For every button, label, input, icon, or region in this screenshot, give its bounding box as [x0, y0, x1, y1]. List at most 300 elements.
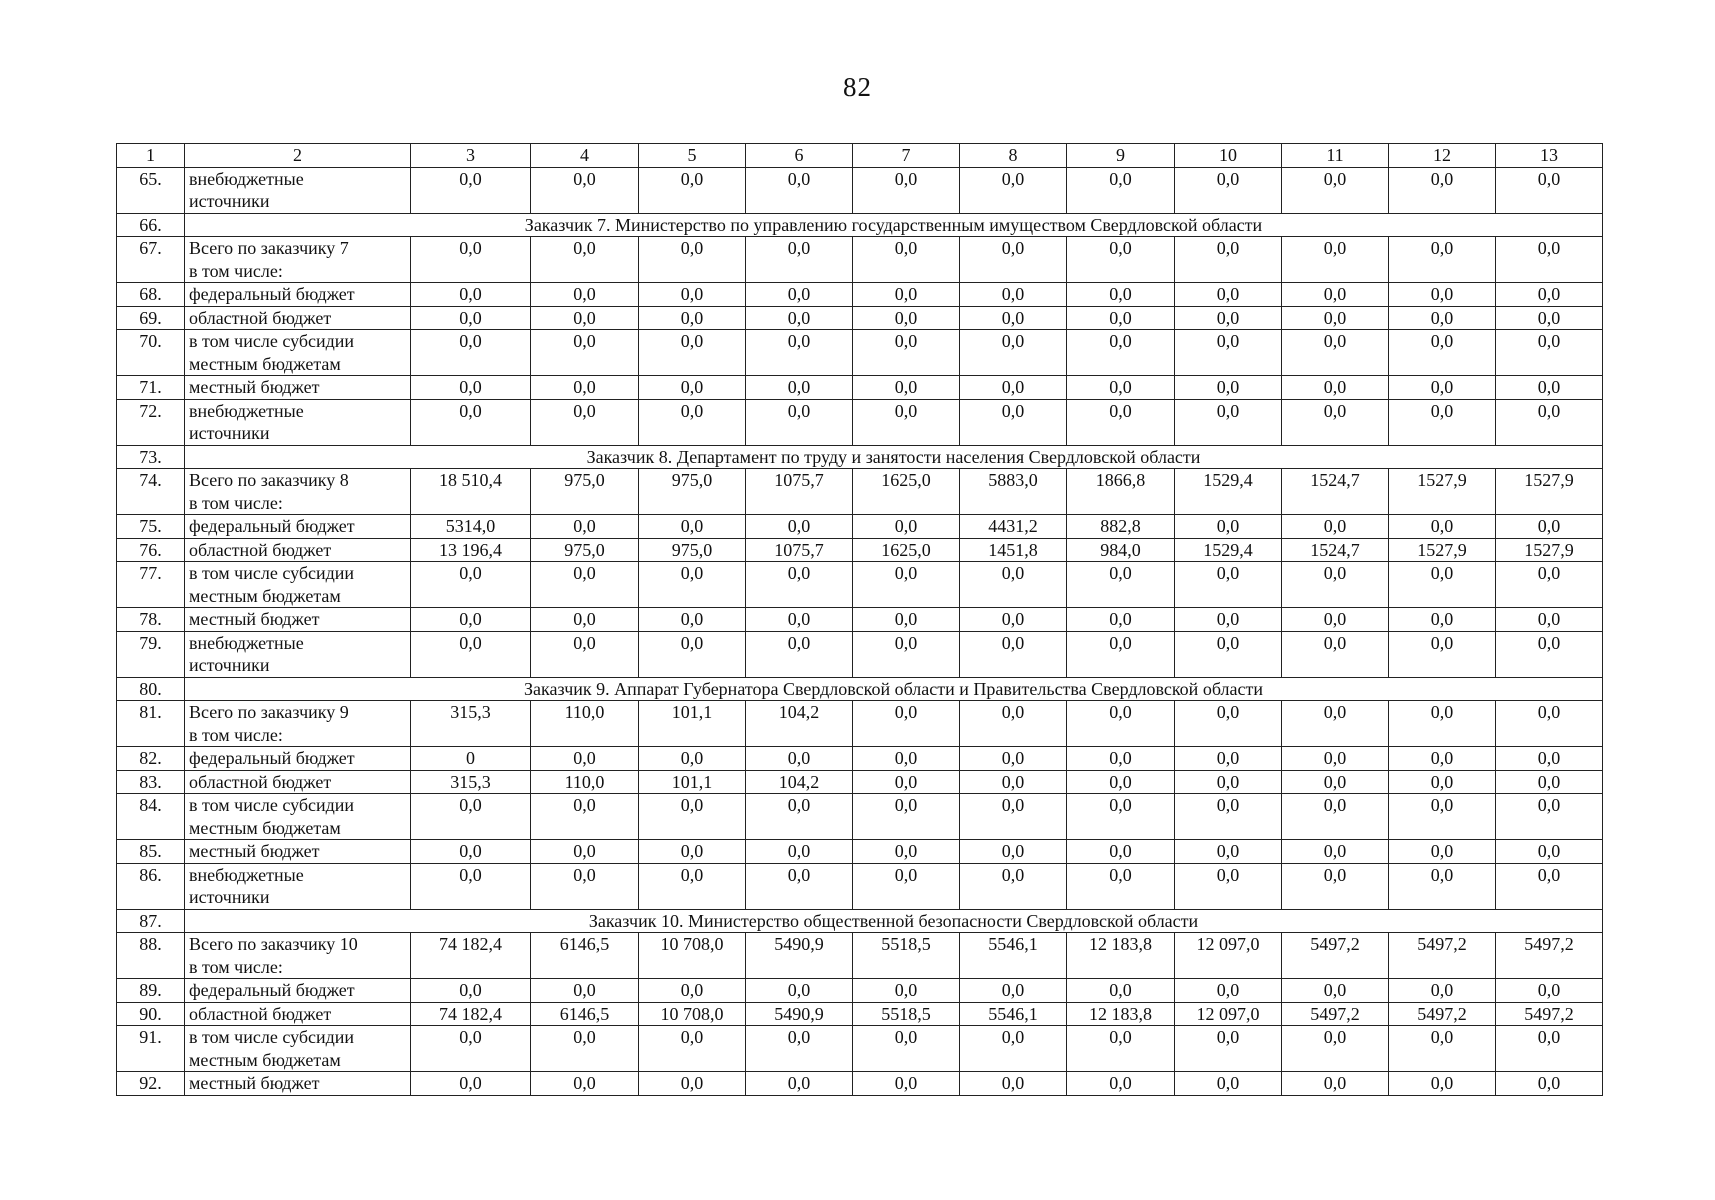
- value-cell: 0,0: [960, 701, 1067, 747]
- value-cell: 0,0: [1389, 979, 1496, 1003]
- row-number-cell: 70.: [117, 330, 185, 376]
- value-cell: 0,0: [1175, 631, 1282, 677]
- value-cell: 0,0: [1496, 283, 1603, 307]
- row-number-cell: 73.: [117, 445, 185, 469]
- value-cell: 0,0: [1067, 631, 1175, 677]
- table-row: [117, 794, 1603, 840]
- value-cell: 0,0: [1389, 562, 1496, 608]
- value-cell: 0,0: [531, 631, 639, 677]
- value-cell: 0,0: [1282, 701, 1389, 747]
- value-cell: 0,0: [853, 701, 960, 747]
- value-cell: 0,0: [1389, 840, 1496, 864]
- value-cell: 0,0: [531, 306, 639, 330]
- row-label-line: областной бюджет: [189, 307, 332, 328]
- value-cell: 5497,2: [1389, 1002, 1496, 1026]
- value-cell: 0,0: [1282, 631, 1389, 677]
- value-cell: 0,0: [1496, 237, 1603, 283]
- row-label-cell: [185, 538, 411, 562]
- value-cell: 0,0: [1389, 283, 1496, 307]
- value-cell: 0,0: [1282, 399, 1389, 445]
- value-cell: 0,0: [411, 283, 531, 307]
- value-cell: 0,0: [1282, 1026, 1389, 1072]
- row-label-cell: [185, 237, 411, 283]
- value-cell: 1075,7: [746, 538, 853, 562]
- row-label-line: в том числе субсидии: [189, 563, 355, 583]
- value-cell: 5546,1: [960, 1002, 1067, 1026]
- row-label-line: в том числе субсидии: [189, 1027, 355, 1047]
- value-cell: 0,0: [853, 399, 960, 445]
- value-cell: 0,0: [1067, 979, 1175, 1003]
- value-cell: 0,0: [639, 608, 746, 632]
- value-cell: 0,0: [1067, 794, 1175, 840]
- value-cell: 0,0: [853, 167, 960, 213]
- value-cell: 0,0: [960, 376, 1067, 400]
- value-cell: 0,0: [853, 747, 960, 771]
- value-cell: 0,0: [639, 237, 746, 283]
- value-cell: 0,0: [746, 1072, 853, 1096]
- value-cell: 882,8: [1067, 515, 1175, 539]
- value-cell: 0,0: [1067, 701, 1175, 747]
- value-cell: 110,0: [531, 770, 639, 794]
- value-cell: 0,0: [1175, 330, 1282, 376]
- value-cell: 1625,0: [853, 538, 960, 562]
- row-label-cell: [185, 701, 411, 747]
- section-header-row: [117, 213, 1603, 237]
- column-number-cell: 7: [853, 144, 960, 168]
- value-cell: 0,0: [960, 1072, 1067, 1096]
- value-cell: 0,0: [853, 1026, 960, 1072]
- value-cell: 0,0: [1175, 515, 1282, 539]
- value-cell: 0,0: [746, 608, 853, 632]
- value-cell: 0,0: [1067, 608, 1175, 632]
- value-cell: 0,0: [1496, 399, 1603, 445]
- row-label-cell: [185, 747, 411, 771]
- value-cell: 0,0: [1496, 330, 1603, 376]
- value-cell: 0,0: [746, 979, 853, 1003]
- value-cell: 0,0: [853, 376, 960, 400]
- row-number-cell: 87.: [117, 909, 185, 933]
- row-number-cell: 92.: [117, 1072, 185, 1096]
- value-cell: 0,0: [1175, 770, 1282, 794]
- value-cell: 0,0: [853, 631, 960, 677]
- value-cell: 0,0: [1175, 1026, 1282, 1072]
- value-cell: 0,0: [960, 306, 1067, 330]
- value-cell: 5314,0: [411, 515, 531, 539]
- row-label-line: внебюджетные: [189, 168, 304, 189]
- section-header-row: [117, 909, 1603, 933]
- table-row: [117, 237, 1603, 283]
- value-cell: 0,0: [639, 631, 746, 677]
- table-row: [117, 933, 1603, 979]
- value-cell: 1625,0: [853, 469, 960, 515]
- value-cell: 5497,2: [1389, 933, 1496, 979]
- column-number-cell: 10: [1175, 144, 1282, 168]
- value-cell: 0,0: [1175, 747, 1282, 771]
- value-cell: 0,0: [531, 562, 639, 608]
- row-label-line: федеральный бюджет: [189, 284, 355, 304]
- value-cell: 0,0: [1067, 1072, 1175, 1096]
- value-cell: 0,0: [1067, 863, 1175, 909]
- value-cell: 0,0: [639, 399, 746, 445]
- value-cell: 0,0: [1389, 747, 1496, 771]
- value-cell: 0,0: [531, 840, 639, 864]
- value-cell: 0,0: [746, 376, 853, 400]
- column-number-row: [117, 144, 1603, 168]
- value-cell: 0,0: [1389, 1072, 1496, 1096]
- value-cell: 0,0: [531, 1072, 639, 1096]
- value-cell: 0,0: [411, 237, 531, 283]
- value-cell: 0,0: [746, 863, 853, 909]
- value-cell: 0,0: [1496, 701, 1603, 747]
- budget-table: [116, 143, 1603, 1096]
- value-cell: 0,0: [853, 330, 960, 376]
- value-cell: 0,0: [1282, 794, 1389, 840]
- row-label-line: федеральный бюджет: [189, 516, 355, 536]
- row-label-line: местным бюджетам: [189, 585, 341, 606]
- row-number-cell: 80.: [117, 677, 185, 701]
- value-cell: 0,0: [639, 167, 746, 213]
- value-cell: 0,0: [1389, 701, 1496, 747]
- value-cell: 0,0: [1282, 770, 1389, 794]
- value-cell: 0,0: [531, 167, 639, 213]
- value-cell: 18 510,4: [411, 469, 531, 515]
- row-label-line: в том числе:: [189, 260, 283, 281]
- value-cell: 1527,9: [1389, 538, 1496, 562]
- column-number-cell: 12: [1389, 144, 1496, 168]
- value-cell: 0,0: [853, 608, 960, 632]
- value-cell: 0,0: [531, 863, 639, 909]
- value-cell: 5490,9: [746, 1002, 853, 1026]
- value-cell: 0,0: [1389, 306, 1496, 330]
- value-cell: 0,0: [639, 1026, 746, 1072]
- value-cell: 0,0: [1496, 376, 1603, 400]
- value-cell: 0,0: [1282, 608, 1389, 632]
- value-cell: 0,0: [639, 794, 746, 840]
- row-number-cell: 84.: [117, 794, 185, 840]
- value-cell: 0,0: [639, 1072, 746, 1096]
- row-number-cell: 66.: [117, 213, 185, 237]
- page-number: 82: [843, 72, 872, 102]
- value-cell: 0,0: [1496, 770, 1603, 794]
- value-cell: 5546,1: [960, 933, 1067, 979]
- value-cell: 0,0: [1496, 794, 1603, 840]
- column-number-cell: 9: [1067, 144, 1175, 168]
- value-cell: 0,0: [411, 863, 531, 909]
- value-cell: 1866,8: [1067, 469, 1175, 515]
- value-cell: 0,0: [1067, 283, 1175, 307]
- section-header-row: [117, 445, 1603, 469]
- value-cell: 1529,4: [1175, 469, 1282, 515]
- value-cell: 0,0: [1282, 979, 1389, 1003]
- value-cell: 0,0: [411, 608, 531, 632]
- value-cell: 104,2: [746, 770, 853, 794]
- row-label-line: источники: [189, 191, 270, 211]
- value-cell: 10 708,0: [639, 1002, 746, 1026]
- row-label-line: в том числе субсидии: [189, 795, 355, 815]
- row-number-cell: 75.: [117, 515, 185, 539]
- value-cell: 0,0: [1496, 1072, 1603, 1096]
- value-cell: 5497,2: [1496, 1002, 1603, 1026]
- row-label-cell: [185, 167, 411, 213]
- value-cell: 0,0: [639, 515, 746, 539]
- table-body: [117, 144, 1603, 1096]
- table-row: [117, 515, 1603, 539]
- value-cell: 12 097,0: [1175, 933, 1282, 979]
- value-cell: 0,0: [1067, 770, 1175, 794]
- value-cell: 0,0: [853, 515, 960, 539]
- value-cell: 0,0: [746, 167, 853, 213]
- row-label-line: местный бюджет: [189, 841, 320, 861]
- value-cell: 0,0: [960, 631, 1067, 677]
- row-label-line: местным бюджетам: [189, 353, 341, 374]
- value-cell: 0,0: [1175, 399, 1282, 445]
- value-cell: 0,0: [746, 330, 853, 376]
- row-label-line: в том числе:: [189, 492, 283, 513]
- row-number-cell: 91.: [117, 1026, 185, 1072]
- value-cell: 315,3: [411, 770, 531, 794]
- value-cell: 104,2: [746, 701, 853, 747]
- row-label-line: внебюджетные: [189, 632, 304, 653]
- value-cell: 0,0: [1389, 399, 1496, 445]
- value-cell: 0,0: [960, 770, 1067, 794]
- column-number-cell: 5: [639, 144, 746, 168]
- row-label-cell: [185, 306, 411, 330]
- column-number-cell: 4: [531, 144, 639, 168]
- value-cell: 0,0: [960, 863, 1067, 909]
- value-cell: 0,0: [746, 840, 853, 864]
- value-cell: 1527,9: [1389, 469, 1496, 515]
- table-row: [117, 701, 1603, 747]
- section-title-cell: Заказчик 10. Министерство общественной безопасности Свердловской области: [185, 909, 1603, 933]
- value-cell: 0,0: [1175, 979, 1282, 1003]
- value-cell: 0,0: [1389, 237, 1496, 283]
- value-cell: 0,0: [531, 979, 639, 1003]
- value-cell: 5497,2: [1282, 933, 1389, 979]
- row-label-line: источники: [189, 887, 270, 907]
- row-number-cell: 88.: [117, 933, 185, 979]
- table-row: [117, 283, 1603, 307]
- value-cell: 0,0: [1282, 747, 1389, 771]
- value-cell: 0,0: [1175, 376, 1282, 400]
- table-row: [117, 399, 1603, 445]
- value-cell: 0,0: [1389, 770, 1496, 794]
- table-row: [117, 562, 1603, 608]
- value-cell: 0,0: [746, 283, 853, 307]
- value-cell: 0,0: [531, 608, 639, 632]
- value-cell: 975,0: [531, 538, 639, 562]
- table-row: [117, 167, 1603, 213]
- value-cell: 0,0: [853, 283, 960, 307]
- value-cell: 0,0: [531, 399, 639, 445]
- value-cell: 975,0: [639, 538, 746, 562]
- value-cell: 0,0: [1389, 376, 1496, 400]
- value-cell: 0,0: [960, 608, 1067, 632]
- value-cell: 0,0: [1067, 1026, 1175, 1072]
- row-label-cell: [185, 1072, 411, 1096]
- row-label-line: местный бюджет: [189, 1073, 320, 1093]
- value-cell: 13 196,4: [411, 538, 531, 562]
- value-cell: 0,0: [1175, 863, 1282, 909]
- table-row: [117, 840, 1603, 864]
- row-number-cell: 74.: [117, 469, 185, 515]
- row-number-cell: 90.: [117, 1002, 185, 1026]
- row-label-line: областной бюджет: [189, 1003, 332, 1024]
- value-cell: 0,0: [639, 562, 746, 608]
- value-cell: 10 708,0: [639, 933, 746, 979]
- value-cell: 0,0: [853, 979, 960, 1003]
- row-label-line: Всего по заказчику 8: [189, 470, 349, 490]
- value-cell: 0,0: [411, 399, 531, 445]
- value-cell: 5490,9: [746, 933, 853, 979]
- value-cell: 0,0: [1175, 840, 1282, 864]
- row-label-line: в том числе:: [189, 956, 283, 977]
- value-cell: 0,0: [639, 306, 746, 330]
- value-cell: 1075,7: [746, 469, 853, 515]
- value-cell: 5518,5: [853, 1002, 960, 1026]
- value-cell: 0,0: [1282, 1072, 1389, 1096]
- row-label-cell: [185, 770, 411, 794]
- value-cell: 0,0: [411, 306, 531, 330]
- value-cell: 1527,9: [1496, 469, 1603, 515]
- value-cell: 0,0: [1067, 747, 1175, 771]
- value-cell: 6146,5: [531, 933, 639, 979]
- column-number-cell: 3: [411, 144, 531, 168]
- row-label-line: местным бюджетам: [189, 817, 341, 838]
- value-cell: 0,0: [411, 1026, 531, 1072]
- value-cell: 0,0: [1496, 631, 1603, 677]
- table-row: [117, 306, 1603, 330]
- value-cell: 0,0: [746, 631, 853, 677]
- table-row: [117, 538, 1603, 562]
- row-number-cell: 83.: [117, 770, 185, 794]
- value-cell: 0,0: [531, 330, 639, 376]
- value-cell: 0,0: [960, 979, 1067, 1003]
- value-cell: 0,0: [746, 306, 853, 330]
- value-cell: 0,0: [411, 167, 531, 213]
- value-cell: 0,0: [639, 283, 746, 307]
- row-label-line: источники: [189, 655, 270, 675]
- value-cell: 0,0: [1496, 1026, 1603, 1072]
- value-cell: 975,0: [639, 469, 746, 515]
- column-number-cell: 1: [117, 144, 185, 168]
- value-cell: 0,0: [639, 863, 746, 909]
- value-cell: 1524,7: [1282, 538, 1389, 562]
- value-cell: 0,0: [853, 840, 960, 864]
- value-cell: 0,0: [1067, 376, 1175, 400]
- value-cell: 1527,9: [1496, 538, 1603, 562]
- value-cell: 0,0: [1389, 608, 1496, 632]
- row-label-cell: [185, 794, 411, 840]
- value-cell: 0,0: [746, 399, 853, 445]
- column-number-cell: 6: [746, 144, 853, 168]
- value-cell: 0,0: [411, 1072, 531, 1096]
- value-cell: 0,0: [639, 747, 746, 771]
- value-cell: 0,0: [1282, 167, 1389, 213]
- table-row: [117, 376, 1603, 400]
- value-cell: 6146,5: [531, 1002, 639, 1026]
- value-cell: 0,0: [1496, 515, 1603, 539]
- row-label-line: источники: [189, 423, 270, 443]
- value-cell: 0,0: [1389, 330, 1496, 376]
- row-number-cell: 81.: [117, 701, 185, 747]
- value-cell: 0,0: [1389, 863, 1496, 909]
- row-label-cell: [185, 283, 411, 307]
- value-cell: 0,0: [1389, 794, 1496, 840]
- value-cell: 101,1: [639, 770, 746, 794]
- row-label-cell: [185, 562, 411, 608]
- value-cell: 4431,2: [960, 515, 1067, 539]
- table-row: [117, 747, 1603, 771]
- value-cell: 0,0: [1282, 515, 1389, 539]
- row-label-line: областной бюджет: [189, 771, 332, 792]
- value-cell: 0,0: [1175, 1072, 1282, 1096]
- value-cell: 0,0: [1496, 608, 1603, 632]
- row-label-line: областной бюджет: [189, 539, 332, 560]
- value-cell: 0,0: [531, 283, 639, 307]
- value-cell: 1529,4: [1175, 538, 1282, 562]
- value-cell: 0,0: [853, 1072, 960, 1096]
- row-number-cell: 82.: [117, 747, 185, 771]
- value-cell: 0,0: [1175, 167, 1282, 213]
- value-cell: 1524,7: [1282, 469, 1389, 515]
- value-cell: 0,0: [531, 237, 639, 283]
- value-cell: 74 182,4: [411, 933, 531, 979]
- value-cell: 0,0: [639, 979, 746, 1003]
- value-cell: 0,0: [746, 237, 853, 283]
- row-label-line: Всего по заказчику 7: [189, 238, 349, 258]
- table-row: [117, 770, 1603, 794]
- value-cell: 0,0: [1496, 863, 1603, 909]
- row-label-cell: [185, 515, 411, 539]
- value-cell: 0,0: [960, 330, 1067, 376]
- value-cell: 0,0: [1496, 979, 1603, 1003]
- value-cell: 0,0: [960, 840, 1067, 864]
- value-cell: 0,0: [853, 770, 960, 794]
- value-cell: 101,1: [639, 701, 746, 747]
- row-number-cell: 77.: [117, 562, 185, 608]
- value-cell: 0,0: [1389, 631, 1496, 677]
- value-cell: 0,0: [1175, 306, 1282, 330]
- value-cell: 0,0: [960, 562, 1067, 608]
- value-cell: 0,0: [1175, 562, 1282, 608]
- table-row: [117, 469, 1603, 515]
- row-label-line: внебюджетные: [189, 864, 304, 885]
- value-cell: 0,0: [960, 794, 1067, 840]
- value-cell: 0,0: [1067, 562, 1175, 608]
- table-row: [117, 1026, 1603, 1072]
- value-cell: 0,0: [746, 747, 853, 771]
- row-number-cell: 68.: [117, 283, 185, 307]
- value-cell: 0,0: [531, 1026, 639, 1072]
- row-number-cell: 69.: [117, 306, 185, 330]
- table-row: [117, 631, 1603, 677]
- row-label-cell: [185, 376, 411, 400]
- value-cell: 12 183,8: [1067, 933, 1175, 979]
- value-cell: 0,0: [411, 631, 531, 677]
- row-label-cell: [185, 608, 411, 632]
- table-row: [117, 330, 1603, 376]
- row-label-cell: [185, 330, 411, 376]
- value-cell: 0,0: [1282, 306, 1389, 330]
- value-cell: 0,0: [1175, 237, 1282, 283]
- table-row: [117, 863, 1603, 909]
- value-cell: 0,0: [411, 330, 531, 376]
- row-label-line: местный бюджет: [189, 377, 320, 397]
- value-cell: 0,0: [1496, 747, 1603, 771]
- value-cell: 12 097,0: [1175, 1002, 1282, 1026]
- value-cell: 0,0: [1282, 863, 1389, 909]
- value-cell: 0,0: [853, 237, 960, 283]
